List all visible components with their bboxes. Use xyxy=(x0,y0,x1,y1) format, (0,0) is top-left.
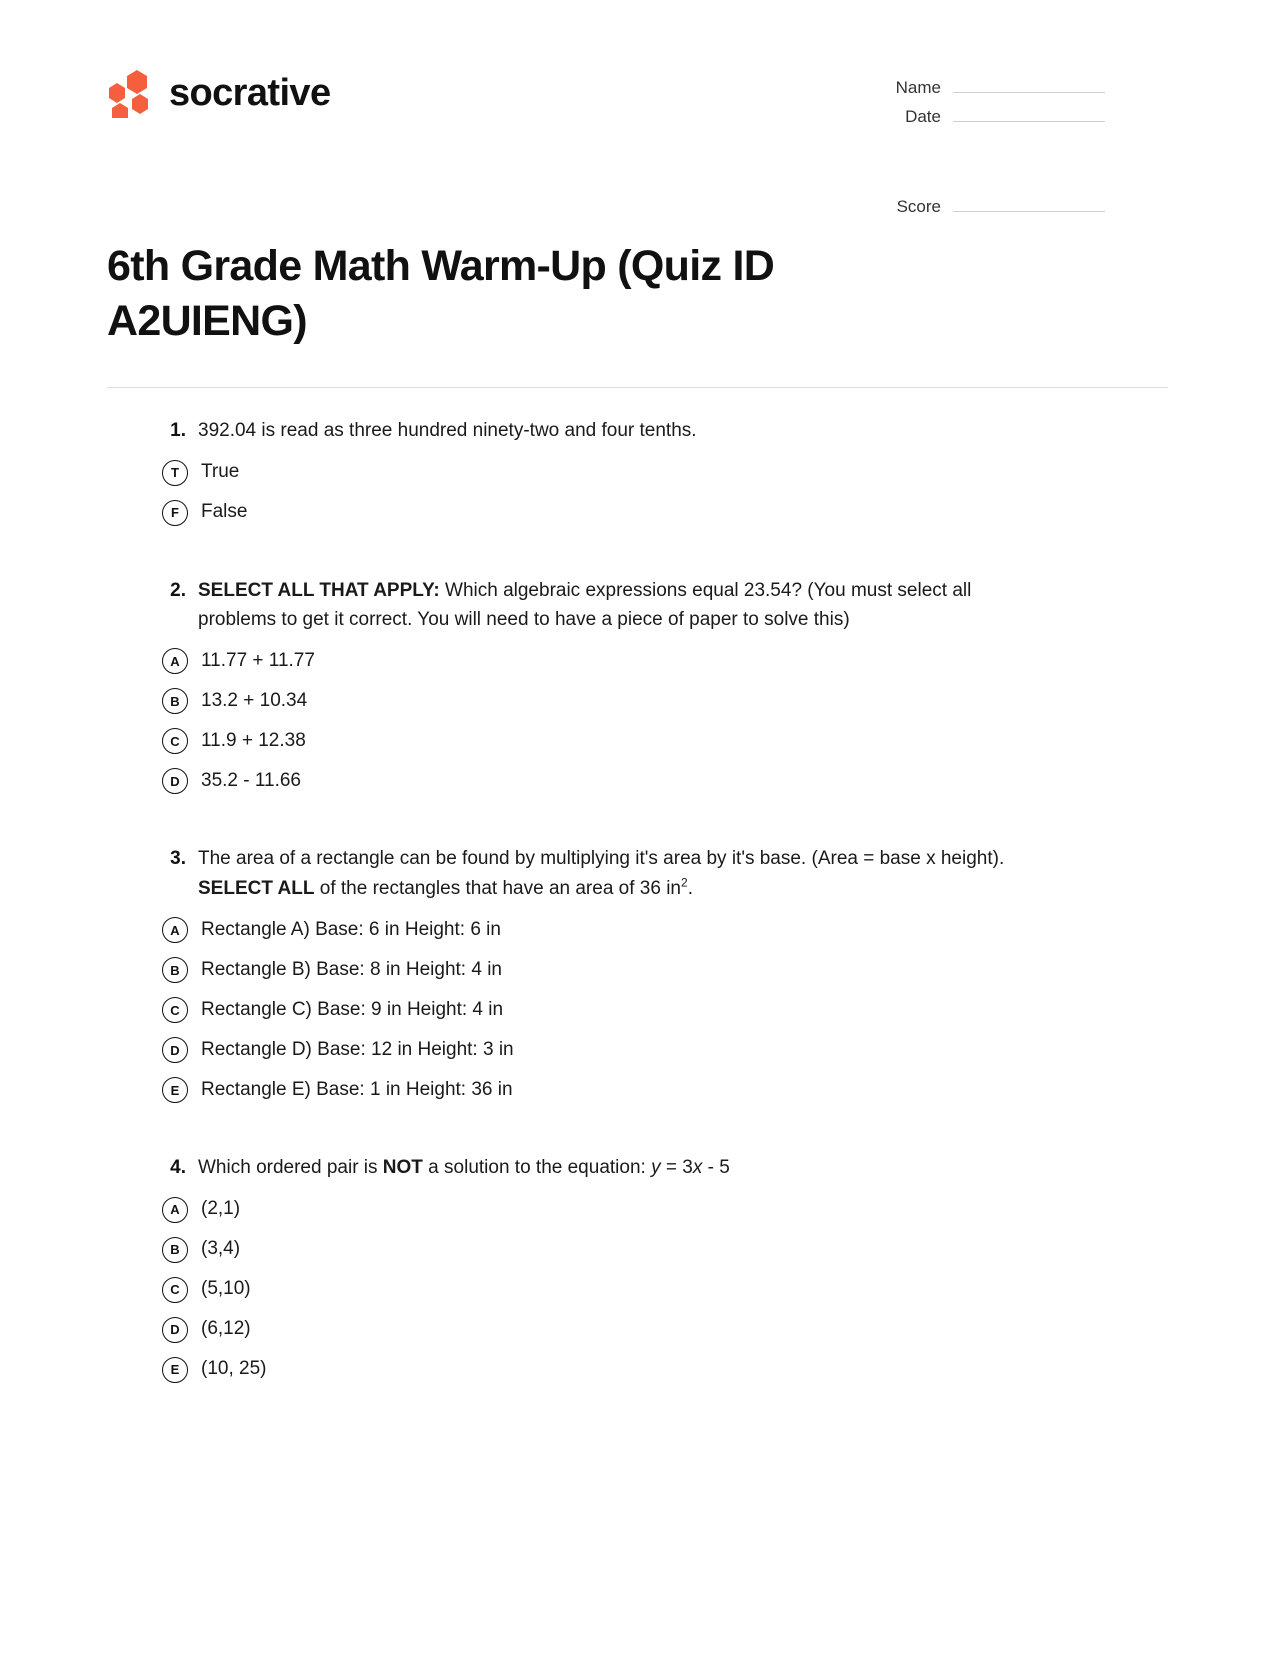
answer-bubble[interactable]: T xyxy=(162,460,188,486)
answer-bubble[interactable]: B xyxy=(162,688,188,714)
answer-option[interactable] xyxy=(162,1075,1168,1105)
question-text-segment: The area of a rectangle can be found by multiplying it's area by it's base. (Area = base x height). xyxy=(198,848,1005,870)
question-text-segment: of the rectangles that have an area of 36 in xyxy=(314,877,681,899)
answer-option-label: Rectangle A) Base: 6 in Height: 6 in xyxy=(201,919,501,940)
answer-bubble[interactable]: B xyxy=(162,1237,188,1263)
question-block xyxy=(107,1153,1168,1384)
question-text-segment: Which ordered pair is xyxy=(198,1157,383,1179)
answer-bubble[interactable]: C xyxy=(162,997,188,1023)
answer-option[interactable] xyxy=(162,646,1168,676)
answer-bubble[interactable]: C xyxy=(162,728,188,754)
date-label: Date xyxy=(905,107,941,126)
answer-option-label: 11.9 + 12.38 xyxy=(201,730,306,752)
answer-option-label: (10, 25) xyxy=(201,1358,267,1380)
answer-option-label: 13.2 + 10.34 xyxy=(201,690,308,712)
answer-option-label: Rectangle C) Base: 9 in Height: 4 in xyxy=(201,999,504,1020)
answer-option-label: Rectangle B) Base: 8 in Height: 4 in xyxy=(201,959,503,980)
answer-bubble[interactable]: A xyxy=(162,1197,188,1223)
question-number: 3. xyxy=(170,848,186,870)
answer-bubble[interactable]: E xyxy=(162,1357,188,1383)
question-block xyxy=(107,416,1168,527)
title-block xyxy=(0,239,1275,349)
question-text-segment: SELECT ALL THAT APPLY: xyxy=(198,579,440,601)
question-text xyxy=(198,1153,730,1182)
answer-option[interactable] xyxy=(162,1315,1168,1345)
score-field-row xyxy=(873,195,1105,217)
answer-bubble[interactable]: D xyxy=(162,768,188,794)
question-header xyxy=(162,576,1168,635)
answer-options xyxy=(162,646,1168,796)
question-block xyxy=(107,844,1168,1105)
question-number: 1. xyxy=(170,420,186,442)
answer-option[interactable] xyxy=(162,915,1168,945)
answer-option-label: (5,10) xyxy=(201,1278,251,1300)
answer-bubble[interactable]: A xyxy=(162,648,188,674)
answer-bubble[interactable]: F xyxy=(162,500,188,526)
header-divider xyxy=(107,387,1168,388)
answer-option[interactable] xyxy=(162,1195,1168,1225)
questions-list xyxy=(0,416,1275,1385)
name-input-line[interactable] xyxy=(953,76,1105,93)
answer-option[interactable] xyxy=(162,1355,1168,1385)
date-input-line[interactable] xyxy=(953,105,1105,122)
question-text-segment: . xyxy=(687,877,693,899)
name-field-row xyxy=(873,76,1105,98)
answer-bubble[interactable]: A xyxy=(162,917,188,943)
page-title: 6th Grade Math Warm-Up (Quiz ID A2UIENG) xyxy=(107,242,775,346)
question-text-segment: - 5 xyxy=(702,1157,730,1179)
question-block xyxy=(107,576,1168,797)
question-text-segment: = 3 xyxy=(660,1157,693,1179)
answer-bubble[interactable]: D xyxy=(162,1317,188,1343)
question-text xyxy=(198,844,1043,903)
score-input-line[interactable] xyxy=(953,195,1105,212)
question-header xyxy=(162,1153,1168,1182)
answer-option-label: (6,12) xyxy=(201,1318,251,1340)
answer-option-label: Rectangle E) Base: 1 in Height: 36 in xyxy=(201,1079,513,1100)
answer-bubble[interactable]: B xyxy=(162,957,188,983)
answer-option-label: (3,4) xyxy=(201,1238,241,1260)
answer-options xyxy=(162,458,1168,528)
question-text-segment: 2 xyxy=(681,875,688,890)
answer-option[interactable] xyxy=(162,1035,1168,1065)
brand-logo xyxy=(107,62,330,118)
question-text-segment: x xyxy=(692,1157,703,1179)
score-label: Score xyxy=(896,197,941,216)
answer-bubble[interactable]: E xyxy=(162,1077,188,1103)
question-number: 4. xyxy=(170,1157,186,1179)
student-meta-fields xyxy=(873,62,1105,217)
date-field-row xyxy=(873,105,1105,127)
answer-option[interactable] xyxy=(162,1275,1168,1305)
brand-wordmark: socrative xyxy=(169,72,331,114)
answer-option-label: 11.77 + 11.77 xyxy=(201,650,315,672)
answer-option[interactable] xyxy=(162,995,1168,1025)
answer-option[interactable] xyxy=(162,686,1168,716)
question-text xyxy=(198,416,697,445)
question-text-segment: NOT xyxy=(382,1157,423,1179)
question-header xyxy=(162,416,1168,445)
question-text-segment: 392.04 is read as three hundred ninety-two and four tenths. xyxy=(198,420,697,442)
question-text-segment: y xyxy=(651,1157,661,1179)
answer-options xyxy=(162,1195,1168,1385)
answer-option[interactable] xyxy=(162,498,1168,528)
answer-option-label: 35.2 - 11.66 xyxy=(201,770,302,792)
answer-option-label: (2,1) xyxy=(201,1198,241,1220)
answer-options xyxy=(162,915,1168,1105)
answer-option[interactable] xyxy=(162,955,1168,985)
answer-option-label: Rectangle D) Base: 12 in Height: 3 in xyxy=(201,1039,514,1060)
question-header xyxy=(162,844,1168,903)
question-text-segment: Which algebraic expressions equal 23.54? (You must select all problems to get it correct. You will need to have a piece of paper to solve this) xyxy=(198,579,972,630)
answer-option[interactable] xyxy=(162,726,1168,756)
question-text-segment: a solution to the equation: xyxy=(422,1157,652,1179)
answer-bubble[interactable]: C xyxy=(162,1277,188,1303)
page-header xyxy=(0,0,1275,217)
question-number: 2. xyxy=(170,579,186,601)
answer-option[interactable] xyxy=(162,1235,1168,1265)
question-text xyxy=(198,576,1043,635)
answer-option[interactable] xyxy=(162,458,1168,488)
answer-bubble[interactable]: D xyxy=(162,1037,188,1063)
name-label: Name xyxy=(895,78,941,97)
question-text-segment: SELECT ALL xyxy=(198,877,315,899)
socrative-hexagon-logo-icon xyxy=(107,68,155,118)
answer-option[interactable] xyxy=(162,766,1168,796)
answer-option-label: False xyxy=(201,501,248,523)
answer-option-label: True xyxy=(201,461,240,483)
